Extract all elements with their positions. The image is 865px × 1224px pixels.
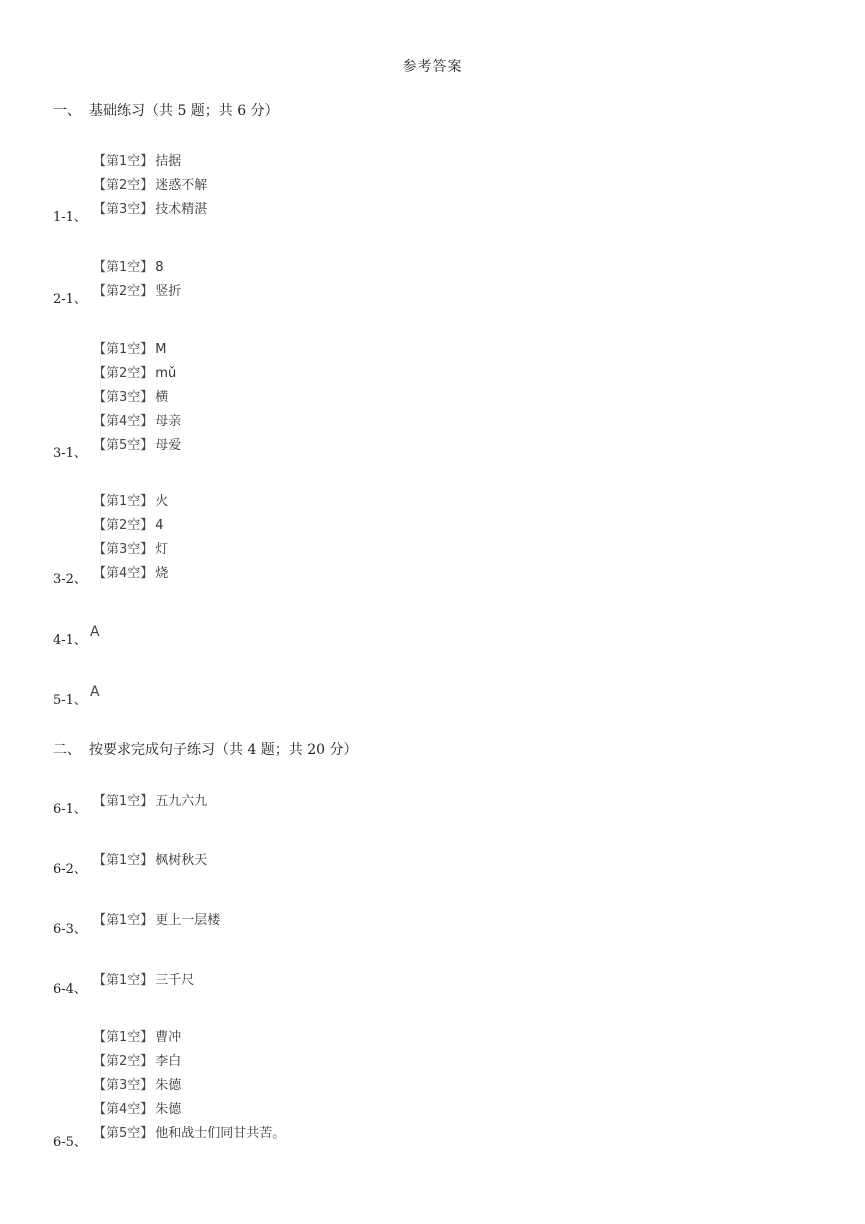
answer-value: 横	[155, 390, 169, 405]
blank-label: 【第4空】	[93, 566, 154, 581]
answer-value: 技术精湛	[155, 202, 208, 217]
answer-value: 枫树秋天	[155, 853, 208, 868]
answer-line	[93, 514, 168, 538]
blank-label: 【第4空】	[93, 1102, 154, 1117]
blank-label: 【第3空】	[93, 542, 154, 557]
answer-list	[93, 909, 220, 933]
question-number: 6-3、	[53, 922, 87, 937]
answer-value: 8	[155, 260, 164, 275]
answer-value: 迷惑不解	[155, 178, 208, 193]
answer-value: 火	[155, 494, 169, 509]
answer-list	[93, 969, 194, 993]
answer-line	[93, 1026, 285, 1050]
answer-line	[93, 256, 181, 280]
question-number: 4-1、	[53, 633, 87, 648]
section-number: 二、	[53, 742, 81, 758]
answer-value: 竖折	[155, 284, 182, 299]
answer-value: 灯	[155, 542, 169, 557]
answer-line	[93, 562, 168, 586]
answer-list	[93, 490, 168, 586]
section-number: 一、	[53, 103, 81, 119]
answer-value: 曹冲	[155, 1030, 182, 1045]
answer-line	[93, 386, 181, 410]
answer-value: 更上一层楼	[155, 913, 221, 928]
answer-value: A	[90, 684, 100, 700]
answer-value: 母爱	[155, 438, 182, 453]
answer-line	[93, 150, 207, 174]
blank-label: 【第1空】	[93, 494, 154, 509]
section-label: 按要求完成句子练习（共 4 题；共 20 分）	[89, 742, 358, 758]
blank-label: 【第1空】	[93, 913, 154, 928]
answer-value: A	[90, 624, 100, 640]
answer-value: 朱德	[155, 1078, 182, 1093]
answer-line	[93, 490, 168, 514]
answer-value: 李白	[155, 1054, 182, 1069]
question-number: 6-5、	[53, 1135, 87, 1150]
answer-list	[93, 338, 181, 458]
answer-value: M	[155, 342, 167, 357]
question-number: 6-4、	[53, 982, 87, 997]
blank-label: 【第1空】	[93, 1030, 154, 1045]
answer-value: mǔ	[155, 366, 177, 381]
answer-value: 4	[155, 518, 164, 533]
answer-value: 朱德	[155, 1102, 182, 1117]
answer-line	[93, 280, 181, 304]
blank-label: 【第5空】	[93, 438, 154, 453]
answer-list	[93, 1026, 285, 1146]
answer-value: 烧	[155, 566, 169, 581]
answer-line	[93, 790, 207, 814]
blank-label: 【第5空】	[93, 1126, 154, 1141]
blank-label: 【第2空】	[93, 284, 154, 299]
answer-line	[93, 849, 207, 873]
blank-label: 【第3空】	[93, 1078, 154, 1093]
answer-line	[93, 410, 181, 434]
blank-label: 【第1空】	[93, 154, 154, 169]
blank-label: 【第4空】	[93, 414, 154, 429]
blank-label: 【第2空】	[93, 366, 154, 381]
page-title: 参考答案	[402, 59, 463, 75]
answer-list	[93, 790, 207, 814]
question-number: 1-1、	[53, 210, 87, 225]
answer-line	[93, 434, 181, 458]
answer-value: 母亲	[155, 414, 182, 429]
blank-label: 【第1空】	[93, 794, 154, 809]
blank-label: 【第3空】	[93, 202, 154, 217]
answer-line	[93, 969, 194, 993]
blank-label: 【第2空】	[93, 518, 154, 533]
answer-line	[93, 1122, 285, 1146]
question-number: 5-1、	[53, 693, 87, 708]
answer-line	[93, 538, 168, 562]
answer-line	[93, 1074, 285, 1098]
question-number: 3-1、	[53, 446, 87, 461]
question-number: 6-2、	[53, 862, 87, 877]
answer-value: 三千尺	[155, 973, 195, 988]
blank-label: 【第2空】	[93, 178, 154, 193]
answer-line	[93, 174, 207, 198]
blank-label: 【第2空】	[93, 1054, 154, 1069]
question-number: 2-1、	[53, 292, 87, 307]
answer-list	[93, 150, 207, 222]
answer-line	[93, 338, 181, 362]
blank-label: 【第1空】	[93, 260, 154, 275]
blank-label: 【第1空】	[93, 853, 154, 868]
question-number: 3-2、	[53, 572, 87, 587]
answer-line	[93, 1098, 285, 1122]
answer-line	[93, 362, 181, 386]
blank-label: 【第1空】	[93, 973, 154, 988]
answer-line	[93, 909, 220, 933]
answer-value: 拮据	[155, 154, 182, 169]
answer-line	[93, 198, 207, 222]
answer-value: 他和战士们同甘共苦。	[155, 1126, 286, 1141]
section-label: 基础练习（共 5 题；共 6 分）	[89, 103, 279, 119]
answer-list	[93, 256, 181, 304]
answer-list	[93, 849, 207, 873]
section-heading-1	[53, 100, 279, 120]
blank-label: 【第3空】	[93, 390, 154, 405]
section-heading-2	[53, 739, 358, 759]
answer-value: 五九六九	[155, 794, 208, 809]
answer-line	[93, 1050, 285, 1074]
question-number: 6-1、	[53, 802, 87, 817]
blank-label: 【第1空】	[93, 342, 154, 357]
